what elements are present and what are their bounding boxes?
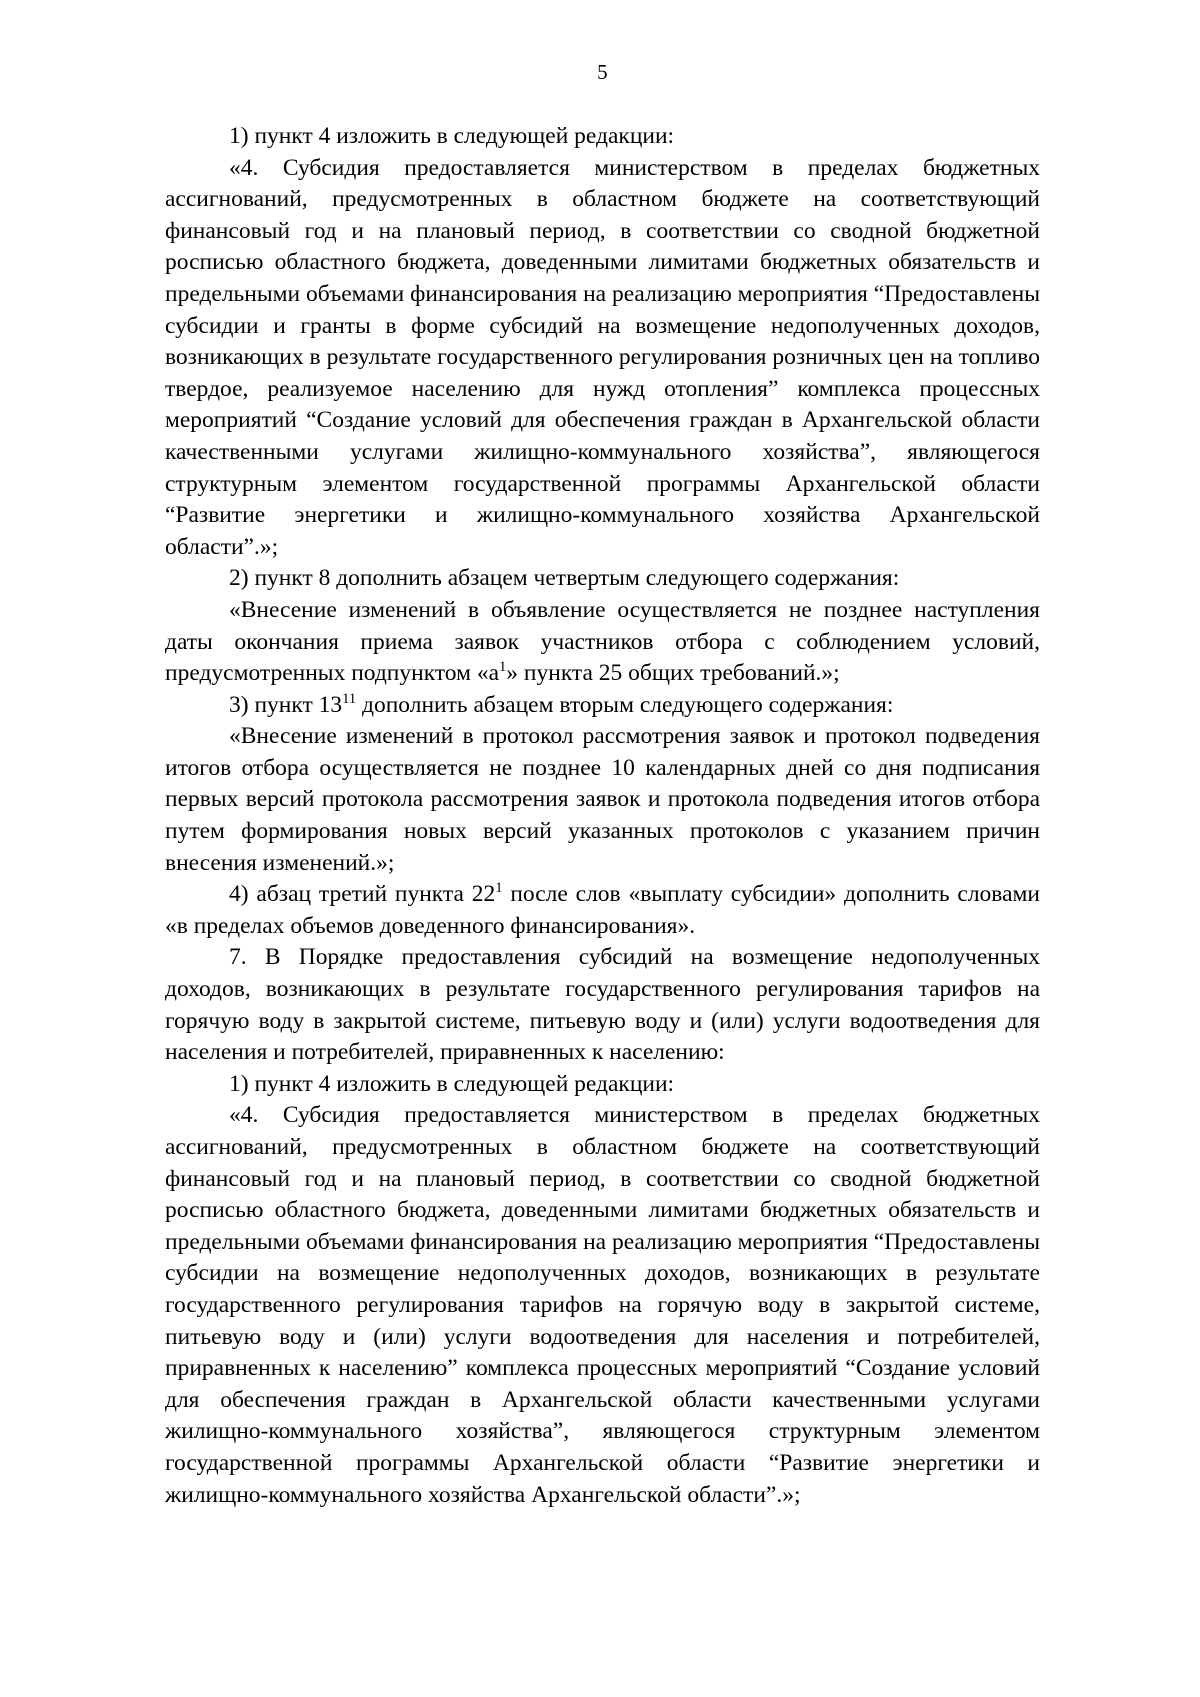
paragraph: 7. В Порядке предоставления субсидий на возмещение недополученных доходов, возникающих в результате государственного регулирования тарифов на горячую воду в закрытой системе, питьевую воду и (или) услуги водоотведения для населения и потребителей, приравненных к населению: [165, 944, 1040, 1066]
document-body [165, 121, 1040, 1511]
paragraph: «4. Субсидия предоставляется министерством в пределах бюджетных ассигнований, предусмотренных в областном бюджете на соответствующий финансовый год и на плановый период, в соответствии со сводной бюджетной росписью областного бюджета, доведенными лимитами бюджетных обязательств и предельными объемами финансирования на реализацию мероприятия “Предоставлены субсидии и гранты в форме субсидий на возмещение недополученных доходов, возникающих в результате государственного регулирования розничных цен на топливо твердое, реализуемое населению для нужд отопления” комплекса процессных мероприятий “Создание условий для обеспечения граждан в Архангельской области качественными услугами жилищно-коммунального хозяйства”, являющегося структурным элементом государственной программы Архангельской области “Развитие энергетики и жилищно-коммунального хозяйства Архангельской области”.»; [165, 154, 1040, 560]
paragraph: 1) пункт 4 изложить в следующей редакции: [229, 1070, 675, 1097]
paragraph: «Внесение изменений в объявление осуществляется не позднее наступления даты окончания приема заявок участников отбора с соблюдением условий, предусмотренных подпунктом «$а^1$» пункта 25 общих требований.»; [165, 596, 1040, 687]
paragraph: «Внесение изменений в протокол рассмотрения заявок и протокол подведения итогов отбора осуществляется не позднее 10 календарных дней со дня подписания первых версий протокола рассмотрения заявок и протокола подведения итогов отбора путем формирования новых версий указанных протоколов с указанием причин внесения изменений.»; [165, 723, 1040, 876]
paragraph: «4. Субсидия предоставляется министерством в пределах бюджетных ассигнований, предусмотренных в областном бюджете на соответствующий финансовый год и на плановый период, в соответствии со сводной бюджетной росписью областного бюджета, доведенными лимитами бюджетных обязательств и предельными объемами финансирования на реализацию мероприятия “Предоставлены субсидии на возмещение недополученных доходов, возникающих в результате государственного регулирования тарифов на горячую воду в закрытой системе, питьевую воду и (или) услуги водоотведения для населения и потребителей, приравненных к населению” комплекса процессных мероприятий “Создание условий для обеспечения граждан в Архангельской области качественными услугами жилищно-коммунального хозяйства”, являющегося структурным элементом государственной программы Архангельской области “Развитие энергетики и жилищно-коммунального хозяйства Архангельской области”.»; [165, 1102, 1040, 1508]
page-number: 5 [597, 60, 608, 84]
paragraph: 2) пункт 8 дополнить абзацем четвертым следующего содержания: [229, 565, 900, 592]
paragraph: 1) пункт 4 изложить в следующей редакции: [229, 123, 675, 149]
paragraph: 4) абзац третий пункта $22^1$ после слов «выплату субсидии» дополнить словами «в пределах объемов доведенного финансирования». [165, 880, 1040, 939]
paragraph: 3) пункт $13^{11}$ дополнить абзацем вторым следующего содержания: [229, 690, 894, 718]
